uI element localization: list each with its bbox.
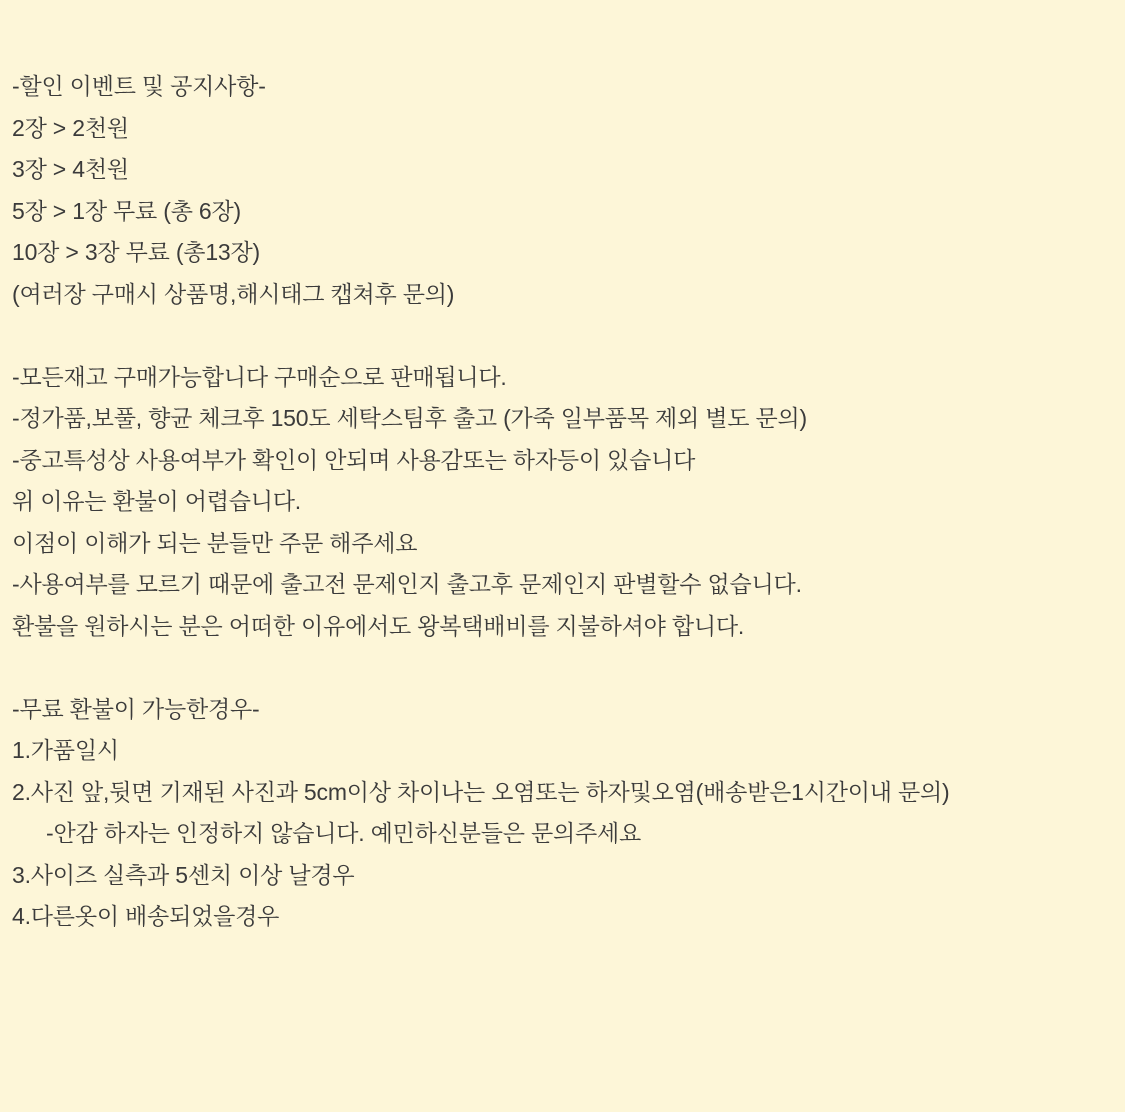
notice-line: -정가품,보풀, 향균 체크후 150도 세탁스팀후 출고 (가죽 일부품목 제외 별도 문의): [12, 405, 807, 431]
notice-line: -사용여부를 모르기 때문에 출고전 문제인지 출고후 문제인지 판별할수 없습니다.: [12, 571, 802, 597]
section-gap: [12, 315, 1111, 357]
notice-line: -모든재고 구매가능합니다 구매순으로 판매됩니다.: [12, 363, 507, 390]
notice-line: 위 이유는 환불이 어렵습니다.: [12, 488, 301, 514]
promotion-line: 3장 > 4천원: [12, 156, 129, 182]
promotion-line: 10장 > 3장 무료 (총13장): [12, 239, 260, 265]
promotion-line: 2장 > 2천원: [12, 114, 129, 141]
free-refund-line: 2.사진 앞,뒷면 기재된 사진과 5cm이상 차이나는 오염또는 하자및오염(배송받은1시간이내 문의): [12, 778, 950, 805]
section-gap: [12, 647, 1111, 689]
promotion-heading: -할인 이벤트 및 공지사항-: [12, 73, 266, 99]
notice-section: [12, 357, 1111, 648]
free-refund-line: 3.사이즈 실측과 5센치 이상 날경우: [12, 861, 355, 888]
notice-line: 환불을 원하시는 분은 어떠한 이유에서도 왕복택배비를 지불하셔야 합니다.: [12, 612, 745, 639]
free-refund-subline: -안감 하자는 인정하지 않습니다. 예민하신분들은 문의주세요: [46, 820, 642, 846]
free-refund-line: 4.다른옷이 배송되었을경우: [12, 903, 280, 929]
free-refund-section: [12, 689, 1111, 938]
free-refund-line: 1.가품일시: [12, 737, 119, 763]
promotion-line: 5장 > 1장 무료 (총 6장): [12, 197, 241, 224]
notice-line: 이점이 이해가 되는 분들만 주문 해주세요: [12, 529, 418, 556]
promotion-section: [12, 66, 1111, 315]
promotion-line: (여러장 구매시 상품명,해시태그 캡쳐후 문의): [12, 280, 455, 307]
notice-line: -중고특성상 사용여부가 확인이 안되며 사용감또는 하자등이 있습니다: [12, 446, 696, 473]
free-refund-heading: -무료 환불이 가능한경우-: [12, 695, 260, 722]
